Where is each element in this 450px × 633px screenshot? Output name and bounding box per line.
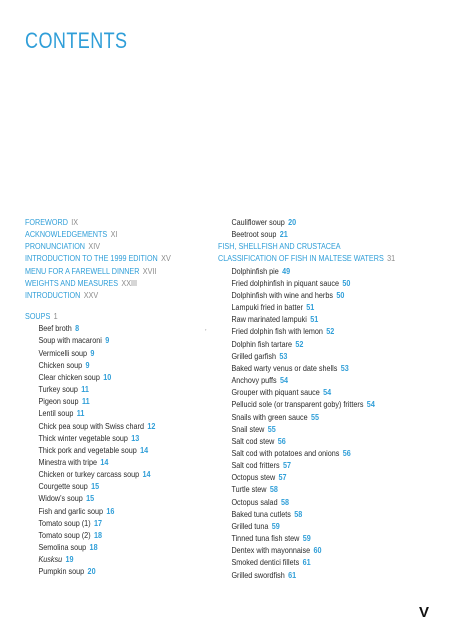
entry-page-number: 18 [93,529,103,540]
entry-page-number: 59 [302,533,311,544]
toc-recipe-entry [25,407,185,419]
entry-page-number: 19 [65,554,74,565]
entry-page-number: 9 [85,359,90,370]
toc-recipe-entry [25,505,185,517]
spacer [25,301,185,310]
page-number: V [419,604,430,621]
entry-page-number: 58 [269,484,278,495]
entry-page-number: 13 [131,432,140,443]
entry-title: Beef broth [38,323,72,334]
entry-page-number: 55 [267,423,276,434]
toc-recipe-entry [218,277,413,289]
entry-title: Lentil soup [38,408,74,419]
entry-page-number: 18 [89,542,98,553]
entry-page-number: 21 [279,229,288,240]
entry-page-number: 15 [91,481,100,492]
toc-recipe-entry [218,338,413,350]
entry-page-number: 14 [142,469,151,480]
entry-page-number: 20 [288,217,297,227]
entry-title: Tinned tuna fish stew [231,533,300,544]
toc-recipe-entry [218,301,413,313]
entry-title: Grilled garfish [231,350,276,361]
toc-recipe-entry [25,492,185,504]
toc-recipe-entry [218,520,413,532]
toc-recipe-entry [25,565,185,577]
toc-section-entry [25,265,185,277]
entry-page-number: 49 [282,265,291,276]
entry-title: Thick pork and vegetable soup [38,444,137,455]
toc-recipe-entry [218,265,413,277]
entry-title: Smoked dentici fillets [231,557,300,568]
entry-title: SOUPS [25,311,51,322]
toc-recipe-entry [218,362,413,374]
entry-title: Fish and garlic soup [38,505,104,516]
toc-recipe-entry [218,532,413,544]
entry-title: Dolphin fish tartare [231,338,293,349]
toc-recipe-entry [25,480,185,492]
entry-title: CLASSIFICATION OF FISH IN MALTESE WATERS [218,253,384,264]
entry-page-number: 1 [53,311,58,322]
entry-title: Dolphinfish with wine and herbs [231,289,333,300]
entry-title: Octopus stew [231,472,276,483]
entry-title: Anchovy puffs [231,375,277,386]
entry-title: Kusksu [38,554,63,565]
entry-title: WEIGHTS AND MEASURES [25,277,119,288]
entry-page-number: XIV [88,241,101,252]
toc-recipe-entry [25,529,185,541]
entry-page-number: 14 [100,456,109,467]
toc-recipe-entry [25,456,185,468]
entry-page-number: 52 [326,326,335,337]
toc-section-entry [25,289,185,301]
toc-recipe-entry [218,350,413,362]
toc-recipe-entry [25,334,185,346]
entry-title: Lampuki fried in batter [231,302,303,313]
entry-page-number: 20 [87,566,96,577]
entry-title: Baked tuna cutlets [231,508,291,519]
entry-page-number: 31 [387,253,396,264]
entry-title: Grilled tuna [231,520,269,531]
entry-title: Pigeon soup [38,396,79,407]
toc-recipe-entry [25,347,185,359]
toc-recipe-entry [218,325,413,337]
entry-page-number: 60 [313,545,322,556]
entry-title: Raw marinated lampuki [231,314,307,325]
page-title: CONTENTS [25,28,128,53]
entry-title: PRONUNCIATION [25,241,86,252]
toc-section-entry [25,240,185,252]
toc-section-entry [25,228,185,240]
entry-page-number: XXV [83,289,99,300]
toc-recipe-entry [25,383,185,395]
toc-recipe-entry [218,289,413,301]
entry-title: Soup with macaroni [38,335,102,346]
entry-title: MENU FOR A FAREWELL DINNER [25,265,140,276]
entry-title: ACKNOWLEDGEMENTS [25,229,108,240]
entry-page-number: 58 [294,508,303,519]
entry-title: Vermicelli soup [38,347,87,358]
toc-recipe-entry [25,517,185,529]
entry-title: Grouper with piquant sauce [231,387,320,398]
toc-section-entry [25,252,185,264]
entry-page-number: 16 [106,505,115,516]
toc-recipe-entry [218,313,413,325]
entry-title: INTRODUCTION [25,289,81,300]
toc-recipe-entry [25,553,185,565]
entry-page-number: 53 [340,362,349,373]
entry-title: Snails with green sauce [231,411,308,422]
entry-page-number: 56 [277,435,286,446]
entry-page-number: 11 [76,408,85,419]
entry-title: Turkey soup [38,384,78,395]
toc-recipe-entry [218,228,413,240]
entry-page-number: 50 [342,277,351,288]
entry-title: Fried dolphin fish with lemon [231,326,323,337]
stray-mark: ’ [205,329,207,336]
entry-page-number: 52 [295,338,304,349]
entry-title: INTRODUCTION TO THE 1999 EDITION [25,253,158,264]
entry-page-number: 12 [147,420,156,431]
entry-title: Pellucid sole (or transparent goby) fritters [231,399,364,410]
toc-recipe-entry [218,216,413,228]
toc-recipe-entry [25,371,185,383]
toc-recipe-entry [25,322,185,334]
entry-page-number: IX [71,217,79,227]
entry-title: Grilled swordfish [231,569,285,580]
entry-title: Fried dolphinfish in piquant sauce [231,277,339,288]
entry-title: Baked warty venus or date shells [231,362,338,373]
entry-page-number: 14 [140,444,149,455]
toc-recipe-entry [218,471,413,483]
toc-recipe-entry [218,447,413,459]
entry-page-number: 15 [86,493,95,504]
entry-page-number: 51 [310,314,319,325]
entry-page-number: 11 [81,384,89,395]
entry-title: FISH, SHELLFISH AND CRUSTACEA [218,241,341,252]
entry-title: Octopus salad [231,496,278,507]
toc-recipe-entry [218,556,413,568]
toc-recipe-entry [25,359,185,371]
entry-title: Widow's soup [38,493,83,504]
entry-page-number: 50 [336,289,345,300]
entry-title: Tomato soup (1) [38,517,91,528]
toc-recipe-entry [25,444,185,456]
entry-page-number: 53 [279,350,288,361]
toc-recipe-entry [218,496,413,508]
entry-title: Semolina soup [38,542,87,553]
toc-recipe-entry [25,432,185,444]
entry-title: Cauliflower soup [231,217,285,227]
toc-section-entry [218,240,413,252]
toc-recipe-entry [218,435,413,447]
toc-recipe-entry [218,459,413,471]
entry-page-number: 61 [302,557,311,568]
toc-section-entry [218,252,413,264]
entry-title: Beetroot soup [231,229,277,240]
toc-recipe-entry [218,411,413,423]
toc-recipe-entry [218,374,413,386]
entry-title: Chicken or turkey carcass soup [38,469,140,480]
toc-recipe-entry [218,508,413,520]
entry-title: Salt cod fritters [231,460,280,471]
toc-section-entry [25,277,185,289]
entry-page-number: 56 [342,447,351,458]
entry-page-number: 58 [280,496,289,507]
entry-page-number: 9 [105,335,110,346]
toc-recipe-entry [218,569,413,581]
entry-title: Salt cod stew [231,435,275,446]
entry-page-number: 17 [93,517,103,528]
toc-recipe-entry [218,386,413,398]
entry-page-number: 10 [103,371,112,382]
entry-title: Chicken soup [38,359,83,370]
entry-page-number: 57 [278,472,287,483]
entry-title: Pumpkin soup [38,566,85,577]
toc-recipe-entry [218,544,413,556]
entry-page-number: 57 [282,460,291,471]
entry-title: Snail stew [231,423,265,434]
entry-title: FOREWORD [25,217,68,227]
entry-page-number: XVII [142,265,157,276]
entry-page-number: 51 [306,302,315,313]
entry-title: Clear chicken soup [38,371,100,382]
entry-page-number: 54 [366,399,375,410]
toc-recipe-entry [218,423,413,435]
entry-page-number: XXIII [121,277,138,288]
entry-title: Turtle stew [231,484,267,495]
entry-page-number: 59 [271,520,280,531]
toc-recipe-entry [25,468,185,480]
toc-recipe-entry [25,420,185,432]
entry-title: Salt cod with potatoes and onions [231,447,340,458]
entry-page-number: XI [110,229,118,240]
toc-recipe-entry [218,398,413,410]
entry-title: Minestra with tripe [38,456,98,467]
entry-page-number: 55 [311,411,320,422]
entry-title: Chick pea soup with Swiss chard [38,420,144,431]
entry-page-number: 8 [75,323,80,334]
toc-section-entry [25,310,185,322]
entry-title: Tomato soup (2) [38,529,91,540]
entry-title: Thick winter vegetable soup [38,432,128,443]
entry-title: Dolphinfish pie [231,265,279,276]
entry-title: Dentex with mayonnaise [231,545,311,556]
contents-right-column [218,216,450,581]
contents-left-column [25,216,215,578]
entry-title: Courgette soup [38,481,88,492]
toc-recipe-entry [25,395,185,407]
toc-recipe-entry [25,541,185,553]
entry-page-number: 9 [90,347,95,358]
entry-page-number: XV [161,253,171,264]
entry-page-number: 11 [81,396,90,407]
entry-page-number: 61 [288,569,297,580]
entry-page-number: 54 [280,375,289,386]
toc-recipe-entry [218,483,413,495]
entry-page-number: 54 [323,387,332,398]
toc-section-entry [25,216,185,228]
